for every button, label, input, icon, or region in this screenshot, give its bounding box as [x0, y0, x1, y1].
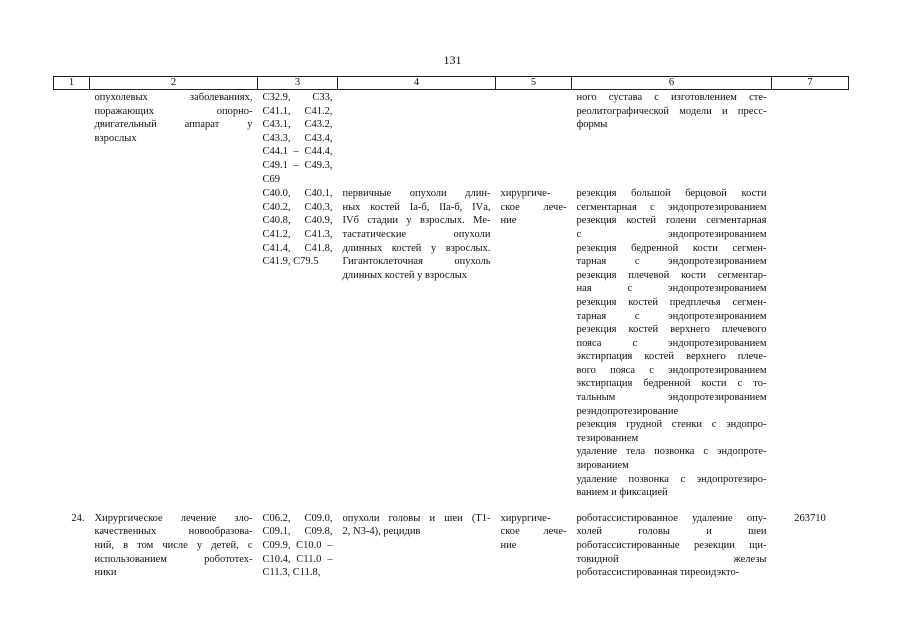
cell-text-line: тезированием [576, 432, 639, 444]
column-number-header-row [54, 77, 849, 90]
table-row [54, 90, 849, 187]
cell-text-line: C49.1 – C49.3, [262, 159, 333, 171]
cell-text-line: холей головы и шеи [576, 526, 767, 538]
cell-text-line: C11.3, C11.8, [262, 567, 321, 579]
row-number-cell [54, 90, 90, 187]
treatment-type-cell [496, 90, 572, 187]
cell-text-line: C44.1 – C44.4, [262, 146, 333, 158]
cell-text-line: качественных новообразова- [94, 526, 253, 538]
cell-text-line: C41.4, C41.8, [262, 242, 333, 254]
cell-text-line: экстирпация костей верхнего плече- [576, 351, 767, 363]
cell-text-line: C69 [262, 173, 281, 185]
cell-text-line: Хирургическое лечение зло- [94, 512, 253, 524]
cell-text-line: опухолевых заболеваниях, [94, 92, 253, 103]
cell-text-line: взрослых [94, 132, 137, 144]
cell-text-line: с эндопротезированием [576, 228, 767, 240]
column-header: 3 [258, 77, 338, 90]
cell-text-line: хирургиче- [500, 512, 551, 524]
cell-text-line: длинных костей у взрослых [342, 269, 468, 281]
cell-text-line: резекция плечевой кости сегментар- [576, 269, 767, 281]
cell-text-line: тастатические опухоли [342, 228, 491, 240]
cell-text-line: роботассистированная тиреоидэкто- [576, 567, 740, 579]
column-header: 5 [496, 77, 572, 90]
cell-text-line: удаление тела позвонка с эндопроте- [576, 446, 767, 458]
icd-codes-cell [258, 90, 338, 187]
cell-text-line: реэндопротезирование [576, 405, 679, 417]
cell-text-line: резекция костей верхнего плечевого [576, 324, 767, 336]
cost-cell [772, 90, 849, 187]
cost-value: 263710 [794, 512, 826, 524]
cell-text-line: ний, в том числе у детей, с [94, 540, 253, 551]
column-header: 4 [338, 77, 496, 90]
cell-text-line: 2, N3-4), рецидив [342, 526, 421, 538]
cell-text-line: ная с эндопротезированием [576, 283, 767, 295]
row-number-cell [54, 500, 90, 580]
cell-text-line: реолитографической модели и пресс- [576, 105, 767, 117]
cell-text-line: поражающих опорно- [94, 105, 253, 117]
cell-text-line: товидной железы [576, 553, 767, 565]
cell-text-line: использованием робототех- [94, 553, 253, 565]
cell-text-line: ние [500, 540, 517, 551]
cell-text-line: C43.3, C43.4, [262, 132, 333, 144]
profile-name-cell [90, 500, 258, 580]
cell-text-line: C41.2, C41.3, [262, 228, 333, 240]
cell-text-line: сегментарная с эндопротезированием [576, 201, 767, 213]
cell-text-line: тальным эндопротезированием [576, 392, 767, 404]
cell-text-line: Гигантоклеточная опухоль [342, 256, 491, 268]
cell-text-line: ванием и фиксацией [576, 487, 668, 499]
cell-text-line: резекция большой берцовой кости [576, 188, 767, 200]
cell-text-line: C09.9, C10.0 – [262, 540, 333, 551]
treatment-method-cell [572, 186, 772, 500]
column-header: 6 [572, 77, 772, 90]
cell-text-line: C32.9, C33, [262, 92, 333, 103]
cell-text-line: формы [576, 119, 608, 131]
table-row [54, 186, 849, 500]
cell-text-line: C10.4, C11.0 – [262, 553, 333, 565]
treatment-method-cell [572, 500, 772, 580]
cell-text-line: C41.9, C79.5 [262, 256, 319, 268]
treatment-method-cell [572, 90, 772, 187]
cell-text-line: резекция костей голени сегментарная [576, 215, 767, 227]
cell-text-line: ское лече- [500, 526, 567, 538]
cell-text-line: C09.1, C09.8, [262, 526, 333, 538]
cell-text-line: вого пояса с эндопротезированием [576, 364, 767, 376]
row-number: 24. [71, 512, 85, 524]
treatment-type-cell [496, 500, 572, 580]
column-header: 7 [772, 77, 849, 90]
cell-text-line: роботассистированное удаление опу- [576, 512, 767, 524]
cell-text-line: ных костей Iа-б, IIа-б, IVа, [342, 201, 491, 213]
cell-text-line: C41.1, C41.2, [262, 105, 333, 117]
cell-text-line: длинных костей у взрослых. [342, 242, 491, 254]
patient-model-cell [338, 186, 496, 500]
row-number-cell [54, 186, 90, 500]
column-header: 1 [54, 77, 90, 90]
cell-text-line: C40.0, C40.1, [262, 188, 333, 200]
cell-text-line: ское лече- [500, 201, 567, 213]
cell-text-line: C40.8, C40.9, [262, 215, 333, 227]
cell-text-line: IVб стадии у взрослых. Ме- [342, 215, 491, 227]
cell-text-line: C40.2, C40.3, [262, 201, 333, 213]
cell-text-line: C43.1, C43.2, [262, 119, 333, 131]
cell-text-line: удаление позвонка с эндопротезиро- [576, 473, 767, 485]
cell-text-line: зированием [576, 460, 629, 472]
cell-text-line: пояса с эндопротезированием [576, 337, 767, 349]
cost-cell [772, 500, 849, 580]
cell-text-line: экстирпация бедренной кости с то- [576, 378, 767, 390]
cell-text-line: ного сустава с изготовлением сте- [576, 92, 767, 103]
cell-text-line: тарная с эндопротезированием [576, 310, 767, 322]
page-number: 131 [443, 53, 462, 67]
patient-model-cell [338, 500, 496, 580]
cost-cell [772, 186, 849, 500]
treatment-type-cell [496, 186, 572, 500]
cell-text-line: опухоли головы и шеи (T1- [342, 512, 491, 524]
icd-codes-cell [258, 500, 338, 580]
cell-text-line: ники [94, 567, 117, 579]
profile-name-cell [90, 90, 258, 187]
cell-text-line: хирургиче- [500, 188, 551, 200]
cell-text-line: ние [500, 215, 517, 227]
cell-text-line: C06.2, C09.0, [262, 512, 333, 524]
table-row [54, 500, 849, 580]
cell-text-line: резекция костей предплечья сегмен- [576, 296, 767, 308]
patient-model-cell [338, 90, 496, 187]
cell-text-line: резекция бедренной кости сегмен- [576, 242, 767, 254]
icd-codes-cell [258, 186, 338, 500]
procedures-table [53, 76, 849, 580]
profile-name-cell [90, 186, 258, 500]
cell-text-line: тарная с эндопротезированием [576, 256, 767, 268]
cell-text-line: роботассистированные резекции щи- [576, 540, 767, 551]
cell-text-line: резекция грудной стенки с эндопро- [576, 419, 767, 431]
column-header: 2 [90, 77, 258, 90]
cell-text-line: первичные опухоли длин- [342, 188, 491, 200]
cell-text-line: двигательный аппарат у [94, 119, 253, 131]
